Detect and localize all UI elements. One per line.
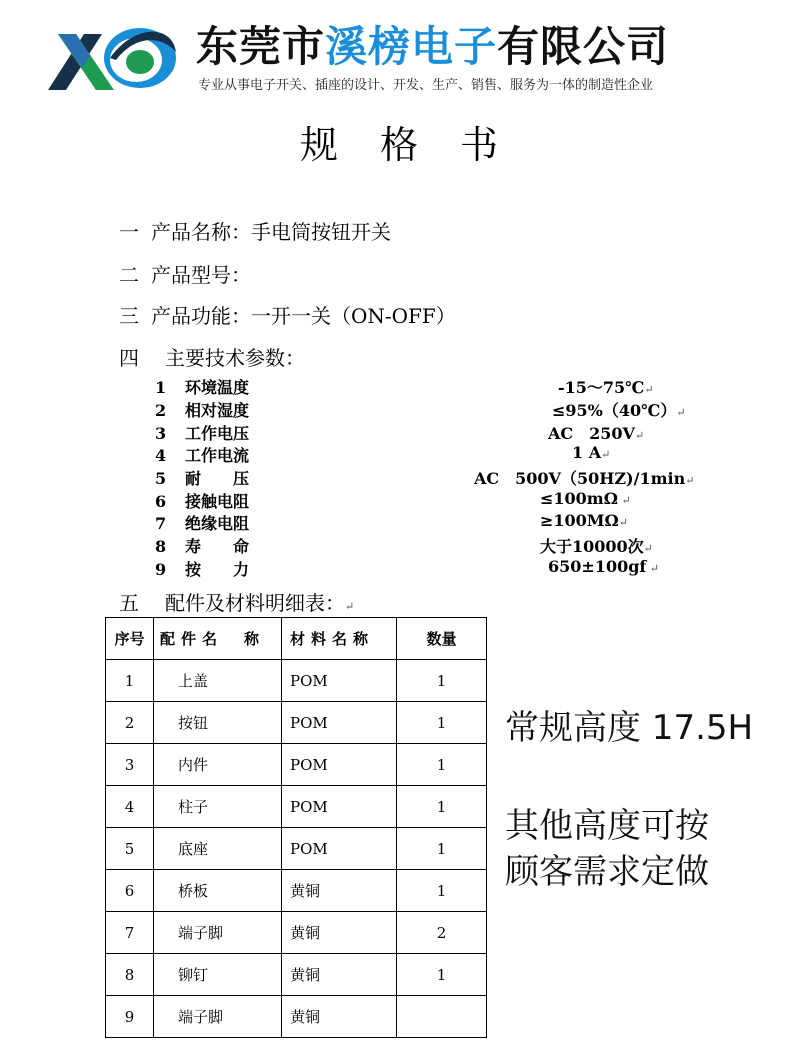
cell-index: 6 [106, 870, 154, 912]
table-row [106, 870, 487, 912]
cell-part-name: 上盖 [154, 660, 282, 702]
param-number: 9 [155, 560, 167, 579]
cell-part-name: 端子脚 [154, 912, 282, 954]
param-row [155, 375, 249, 398]
section-parts-list: 五 配件及材料明细表：↵ [119, 587, 354, 616]
section-number: 一 [119, 220, 139, 244]
param-number: 5 [155, 469, 167, 488]
cell-quantity: 1 [397, 828, 487, 870]
cell-material: POM [282, 828, 397, 870]
param-name: 耐 压 [185, 469, 250, 488]
param-number: 3 [155, 424, 167, 443]
cell-index: 7 [106, 912, 154, 954]
cell-material: 黄铜 [282, 870, 397, 912]
param-value: 650±100gf ↵ [548, 557, 659, 576]
section-number: 二 [119, 263, 139, 287]
section-text: 产品型号： [151, 263, 251, 287]
cell-material: POM [282, 786, 397, 828]
section-text: 产品功能：一开一关（ON-OFF） [151, 304, 456, 328]
param-value-text: 1 A [572, 443, 602, 462]
cell-index: 9 [106, 996, 154, 1038]
param-number: 2 [155, 401, 167, 420]
param-name: 工作电压 [185, 424, 250, 443]
table-header-row [106, 618, 487, 660]
cell-material: 黄铜 [282, 996, 397, 1038]
table-row [106, 912, 487, 954]
company-name [196, 14, 669, 74]
param-row [155, 534, 249, 557]
param-name: 接触电阻 [185, 492, 250, 511]
cell-part-name: 底座 [154, 828, 282, 870]
cell-quantity: 1 [397, 870, 487, 912]
section-product-function [119, 300, 456, 329]
param-row [155, 466, 249, 489]
param-number: 8 [155, 537, 167, 556]
param-value: AC 250V↵ [548, 424, 645, 443]
section-text: 主要技术参数： [165, 346, 305, 370]
company-highlight: 溪榜电子 [325, 22, 498, 71]
param-value: -15～75℃↵ [558, 378, 654, 397]
company-suffix: 有限公司 [497, 22, 670, 71]
cell-quantity: 1 [397, 744, 487, 786]
custom-height-note-line2: 顾客需求定做 [505, 852, 709, 892]
cell-material: POM [282, 660, 397, 702]
table-row [106, 660, 487, 702]
col-header-index: 序号 [106, 618, 154, 660]
param-number: 1 [155, 378, 167, 397]
param-name: 按 力 [185, 560, 250, 579]
cell-quantity [397, 996, 487, 1038]
param-row [155, 557, 249, 580]
param-value: AC 500V（50HZ)/1min↵ [474, 469, 695, 488]
cell-part-name: 柱子 [154, 786, 282, 828]
param-value-text: ≥100MΩ [540, 511, 619, 530]
param-name: 相对湿度 [185, 401, 250, 420]
table-row [106, 744, 487, 786]
param-value-text: AC 250V [548, 424, 635, 443]
company-slogan: 专业从事电子开关、插座的设计、开发、生产、销售、服务为一体的制造性企业 [198, 78, 654, 93]
cell-index: 5 [106, 828, 154, 870]
param-number: 6 [155, 492, 167, 511]
table-row [106, 954, 487, 996]
cell-index: 8 [106, 954, 154, 996]
param-number: 7 [155, 514, 167, 533]
param-name: 工作电流 [185, 446, 250, 465]
parts-table [105, 617, 487, 1038]
col-header-material: 材料名称 [282, 618, 397, 660]
param-value-text: -15～75℃ [558, 378, 645, 397]
param-value-text: AC 500V（50HZ)/1min [474, 469, 686, 488]
param-value: ≥100MΩ↵ [540, 511, 628, 530]
table-row [106, 996, 487, 1038]
param-row [155, 489, 249, 512]
param-row [155, 398, 249, 421]
company-logo [44, 12, 184, 96]
table-row [106, 702, 487, 744]
param-value-text: 大于10000次 [540, 537, 644, 556]
cell-index: 4 [106, 786, 154, 828]
height-note: 常规高度 17.5H [505, 708, 754, 748]
param-number: 4 [155, 446, 167, 465]
param-row [155, 511, 249, 534]
col-header-quantity: 数量 [397, 618, 487, 660]
cell-part-name: 按钮 [154, 702, 282, 744]
cell-part-name: 内件 [154, 744, 282, 786]
cell-quantity: 2 [397, 912, 487, 954]
param-row [155, 421, 249, 444]
col-header-part-name: 配件名 称 [154, 618, 282, 660]
cell-quantity: 1 [397, 702, 487, 744]
section-text: 产品名称：手电筒按钮开关 [151, 220, 391, 244]
section-product-model [119, 259, 251, 288]
cell-index: 3 [106, 744, 154, 786]
param-name: 绝缘电阻 [185, 514, 250, 533]
cell-index: 2 [106, 702, 154, 744]
param-name: 环境温度 [185, 378, 250, 397]
document-title: 规格书 [299, 123, 540, 167]
cell-material: 黄铜 [282, 912, 397, 954]
param-name: 寿 命 [185, 537, 250, 556]
section-product-name [119, 216, 391, 245]
param-value-text: 650±100gf [548, 557, 647, 576]
section-text: 配件及材料明细表： [165, 591, 345, 615]
param-value-text: ≤95%（40℃） [552, 401, 677, 420]
cell-material: POM [282, 744, 397, 786]
param-value: 1 A↵ [572, 443, 611, 462]
section-tech-params [119, 342, 305, 371]
table-row [106, 828, 487, 870]
param-value: ≤95%（40℃）↵ [552, 401, 686, 420]
cell-quantity: 1 [397, 954, 487, 996]
cell-part-name: 端子脚 [154, 996, 282, 1038]
param-row [155, 443, 249, 466]
param-value: ≤100mΩ ↵ [540, 489, 631, 508]
table-row [106, 786, 487, 828]
cell-index: 1 [106, 660, 154, 702]
param-value: 大于10000次↵ [540, 537, 653, 556]
section-number: 五 [119, 591, 139, 615]
cell-part-name: 铆钉 [154, 954, 282, 996]
param-value-text: ≤100mΩ [540, 489, 618, 508]
cell-material: POM [282, 702, 397, 744]
cell-material: 黄铜 [282, 954, 397, 996]
cell-quantity: 1 [397, 786, 487, 828]
company-prefix: 东莞市 [196, 22, 326, 71]
cell-quantity: 1 [397, 660, 487, 702]
section-number: 三 [119, 304, 139, 328]
cell-part-name: 桥板 [154, 870, 282, 912]
section-number: 四 [119, 346, 139, 370]
custom-height-note-line1: 其他高度可按 [505, 806, 709, 846]
